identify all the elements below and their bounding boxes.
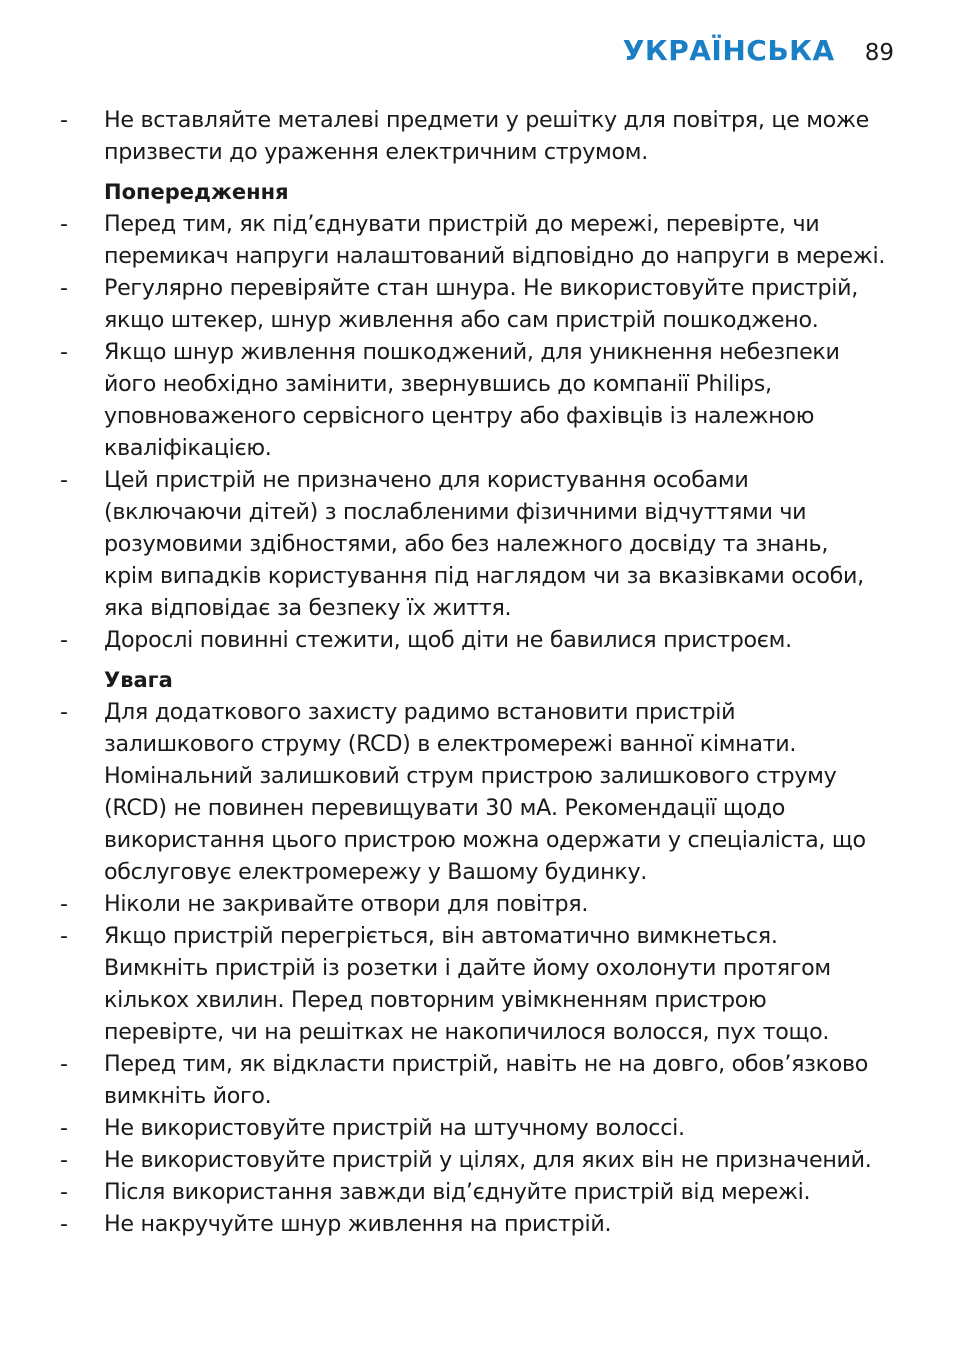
list-item-text-line: Якщо шнур живлення пошкоджений, для уникнення небезпеки bbox=[104, 339, 840, 365]
bullet-dash: - bbox=[60, 1115, 68, 1141]
bullet-dash: - bbox=[60, 467, 68, 493]
list-item bbox=[60, 1112, 910, 1144]
list-item bbox=[60, 1048, 910, 1112]
list-item-text-line: уповноваженого сервісного центру або фахівців із належною bbox=[104, 403, 815, 429]
list-item bbox=[60, 888, 910, 920]
bullet-dash: - bbox=[60, 891, 68, 917]
list-item-text-line: розумовими здібностями, або без належного досвіду та знань, bbox=[104, 531, 829, 557]
list-item-text-line: Не використовуйте пристрій на штучному волоссі. bbox=[104, 1115, 685, 1141]
list-item-text-line: кваліфікацією. bbox=[104, 435, 272, 461]
list-item-text-line: вимкніть його. bbox=[104, 1083, 272, 1109]
bullet-dash: - bbox=[60, 1147, 68, 1173]
list-item-text-line: Не використовуйте пристрій у цілях, для яких він не призначений. bbox=[104, 1147, 872, 1173]
list-item-text-line: (RCD) не повинен перевищувати 30 мА. Рекомендації щодо bbox=[104, 795, 786, 821]
list-item bbox=[60, 1176, 910, 1208]
bullet-dash: - bbox=[60, 1051, 68, 1077]
list-item-text-line: Перед тим, як відкласти пристрій, навіть не на довго, обов’язково bbox=[104, 1051, 869, 1077]
list-item-text-line: Для додаткового захисту радимо встановити пристрій bbox=[104, 699, 736, 725]
list-item-text-line: Після використання завжди від’єднуйте пристрій від мережі. bbox=[104, 1179, 811, 1205]
page-number: 89 bbox=[864, 40, 894, 66]
list-item bbox=[60, 464, 910, 624]
list-item-text-line: Ніколи не закривайте отвори для повітря. bbox=[104, 891, 589, 917]
list-item-text-line: Регулярно перевіряйте стан шнура. Не використовуйте пристрій, bbox=[104, 275, 859, 301]
list-item-text-line: обслуговує електромережу у Вашому будинку. bbox=[104, 859, 648, 885]
list-item-text-line: перевірте, чи на решітках не накопичилося волосся, пух тощо. bbox=[104, 1019, 830, 1045]
list-item-text-line: Не вставляйте металеві предмети у решітку для повітря, це може bbox=[104, 107, 869, 133]
list-item bbox=[60, 1208, 910, 1240]
document-body bbox=[60, 104, 910, 1240]
list-item bbox=[60, 624, 910, 656]
bullet-dash: - bbox=[60, 211, 68, 237]
list-item-text-line: Номінальний залишковий струм пристрою залишкового струму bbox=[104, 763, 837, 789]
list-item-text-line: Якщо пристрій перегріється, він автоматично вимкнеться. bbox=[104, 923, 778, 949]
bullet-dash: - bbox=[60, 1179, 68, 1205]
list-item bbox=[60, 208, 910, 272]
list-item-text-line: крім випадків користування під наглядом чи за вказівками особи, bbox=[104, 563, 864, 589]
list-item-text-line: Цей пристрій не призначено для користування особами bbox=[104, 467, 749, 493]
section-heading: Попередження bbox=[104, 180, 289, 204]
list-item-text-line: якщо штекер, шнур живлення або сам пристрій пошкоджено. bbox=[104, 307, 819, 333]
list-item bbox=[60, 1144, 910, 1176]
list-item-text-line: перемикач напруги налаштований відповідно до напруги в мережі. bbox=[104, 243, 886, 269]
bullet-dash: - bbox=[60, 339, 68, 365]
bullet-dash: - bbox=[60, 699, 68, 725]
bullet-dash: - bbox=[60, 627, 68, 653]
list-item bbox=[60, 336, 910, 464]
list-item-text-line: (включаючи дітей) з послабленими фізичними відчуттями чи bbox=[104, 499, 807, 525]
bullet-dash: - bbox=[60, 1211, 68, 1237]
list-item-text-line: призвести до ураження електричним струмом. bbox=[104, 139, 648, 165]
list-item-text-line: Не накручуйте шнур живлення на пристрій. bbox=[104, 1211, 612, 1237]
bullet-dash: - bbox=[60, 107, 68, 133]
list-item-text-line: використання цього пристрою можна одержати у спеціаліста, що bbox=[104, 827, 866, 853]
list-item bbox=[60, 696, 910, 888]
page-header bbox=[623, 34, 894, 67]
bullet-dash: - bbox=[60, 923, 68, 949]
list-item-text-line: залишкового струму (RCD) в електромережі ванної кімнати. bbox=[104, 731, 797, 757]
list-item-text-line: яка відповідає за безпеку їх життя. bbox=[104, 595, 512, 621]
list-item bbox=[60, 272, 910, 336]
language-title: УКРАЇНСЬКА bbox=[622, 34, 835, 67]
list-item bbox=[60, 920, 910, 1048]
list-item-text-line: кількох хвилин. Перед повторним увімкненням пристрою bbox=[104, 987, 767, 1013]
section-heading: Увага bbox=[104, 668, 173, 692]
list-item-text-line: Дорослі повинні стежити, щоб діти не бавилися пристроєм. bbox=[104, 627, 792, 653]
list-item-text-line: Вимкніть пристрій із розетки і дайте йому охолонути протягом bbox=[104, 955, 831, 981]
list-item-text-line: його необхідно замінити, звернувшись до компанії Philips, bbox=[104, 371, 772, 397]
list-item-text-line: Перед тим, як під’єднувати пристрій до мережі, перевірте, чи bbox=[104, 211, 820, 237]
list-item bbox=[60, 104, 910, 168]
bullet-dash: - bbox=[60, 275, 68, 301]
